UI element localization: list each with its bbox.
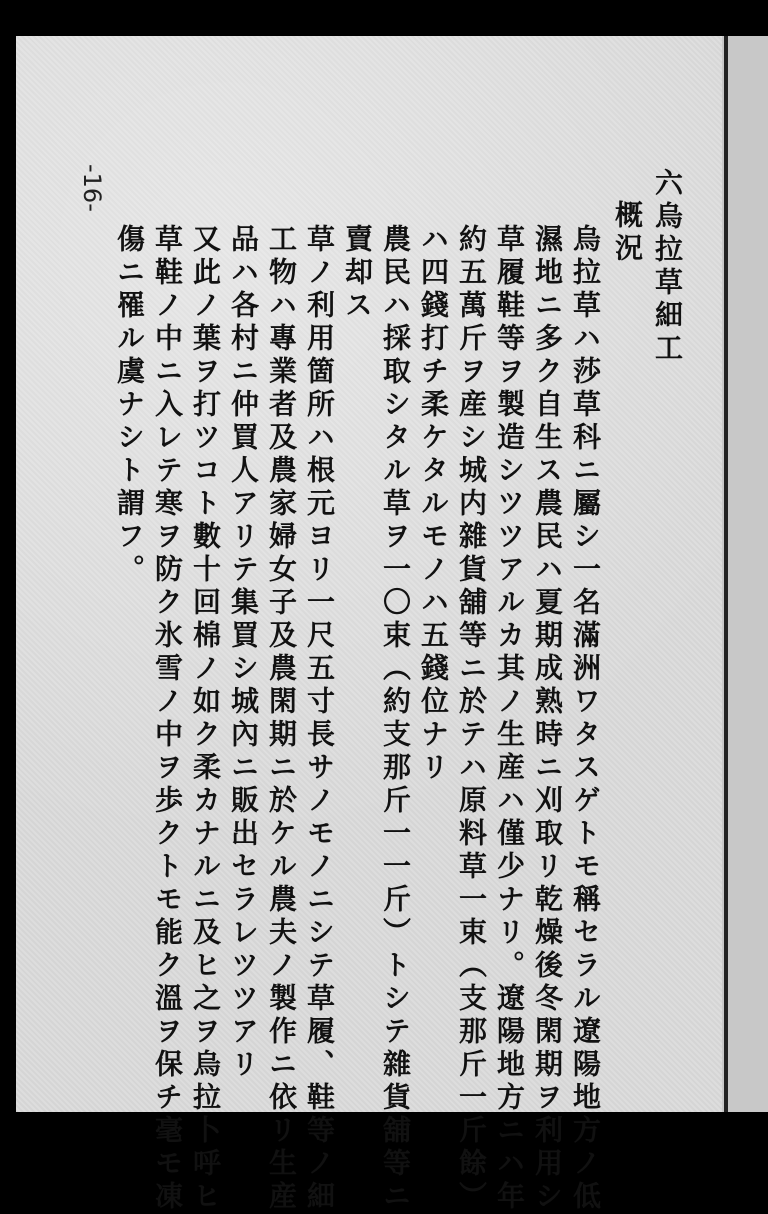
text-column: ハ四錢打チ柔ケタルモノハ五錢位ナリ: [417, 224, 450, 785]
section-heading: 六烏拉草細工: [651, 168, 684, 366]
text-column: 約五萬斤ヲ産シ城内雜貨舖等ニ於テハ原料草一束（支那斤一斤餘）: [455, 224, 488, 1214]
text-column: 賣却ス: [341, 224, 374, 323]
text-column: 草ノ利用箇所ハ根元ヨリ一尺五寸長サノモノニシテ草履、鞋等ノ細: [303, 224, 336, 1214]
text-column: 草履鞋等ヲ製造シツツアルカ其ノ生産ハ僅少ナリ。遼陽地方ニハ年: [493, 224, 526, 1214]
page-number: -16-: [78, 164, 106, 212]
text-column: 又此ノ葉ヲ打ツコト數十回棉ノ如ク柔カナルニ及ヒ之ヲ烏拉卜呼ヒ: [189, 224, 222, 1214]
page-edge: [722, 36, 768, 1112]
binding-gutter: [724, 36, 728, 1112]
text-column: 濕地ニ多ク自生ス農民ハ夏期成熟時ニ刈取リ乾燥後冬閑期ヲ利用シ: [531, 224, 564, 1214]
text-column: 品ハ各村ニ仲買人アリテ集買シ城內ニ販出セラレツツアリ: [227, 224, 260, 1082]
subheading: 概況: [611, 200, 644, 266]
text-column: 烏拉草ハ莎草科ニ屬シ一名滿洲ワタスゲトモ稱セラル遼陽地方ノ低: [569, 224, 602, 1214]
text-column: 農民ハ採取シタル草ヲ一〇束（約支那斤一一斤）トシテ雜貨舖等ニ: [379, 224, 412, 1214]
text-column: 傷ニ罹ル虞ナシト謂フ。: [113, 224, 146, 587]
text-column: 工物ハ專業者及農家婦女子及農閑期ニ於ケル農夫ノ製作ニ依リ生産: [265, 224, 298, 1214]
text-column: 草鞋ノ中ニ入レテ寒ヲ防ク氷雪ノ中ヲ歩クトモ能ク溫ヲ保チ毫モ凍: [151, 224, 184, 1214]
